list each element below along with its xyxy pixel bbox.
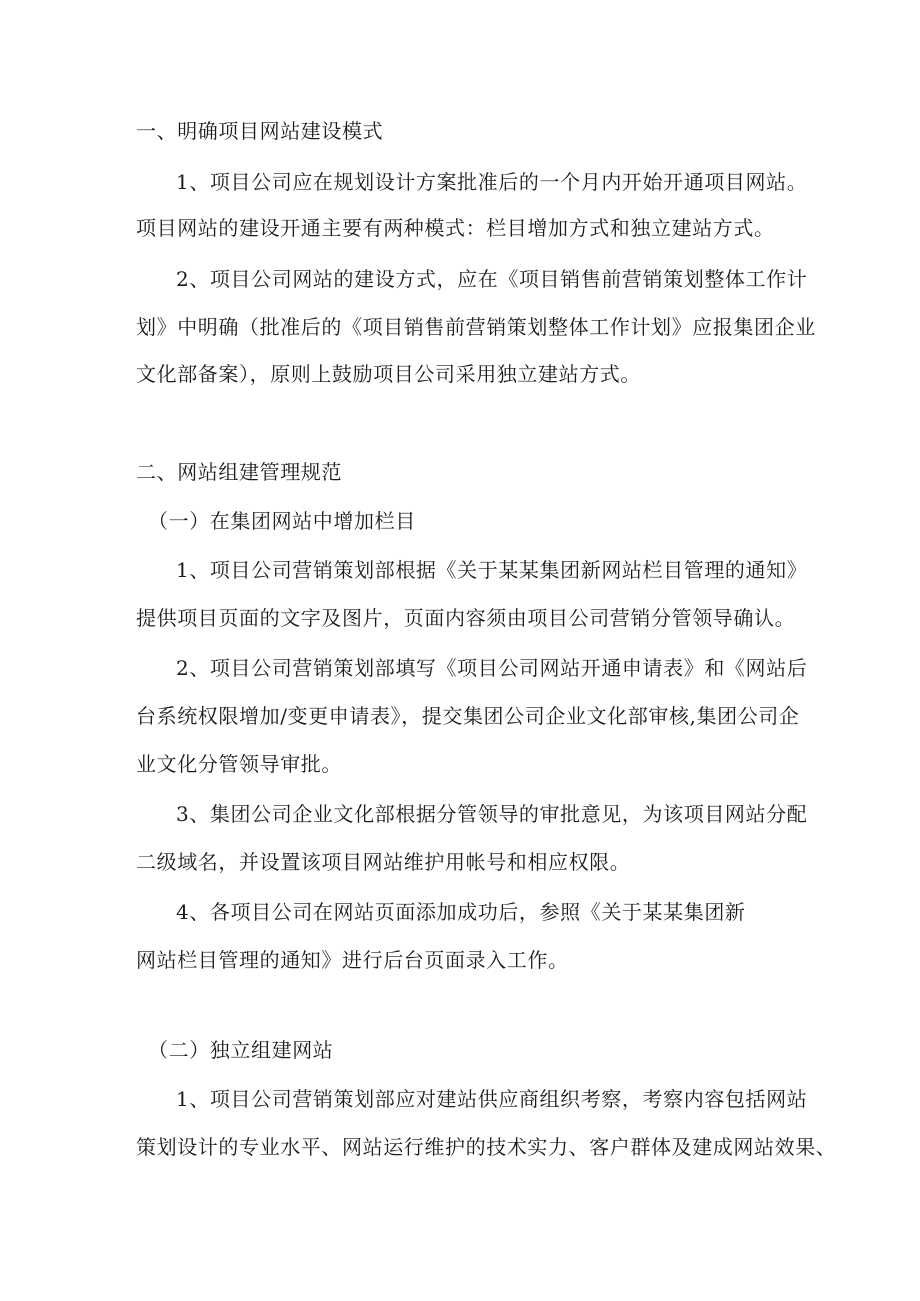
paragraph-line: 提供项目页面的文字及图片，页面内容须由项目公司营销分管领导确认。 — [136, 606, 796, 630]
paragraph-line: 业文化分管领导审批。 — [136, 752, 342, 776]
paragraph-line: 二级域名，并设置该项目网站维护用帐号和相应权限。 — [136, 850, 631, 874]
paragraph-line: 3、集团公司企业文化部根据分管领导的审批意见，为该项目网站分配 — [176, 802, 808, 826]
paragraph-line: 2、项目公司网站的建设方式，应在《项目销售前营销策划整体工作计 — [176, 267, 808, 291]
paragraph-line: 策划设计的专业水平、网站运行维护的技术实力、客户群体及建成网站效果、 — [136, 1135, 837, 1159]
paragraph-line: 划》中明确（批准后的《项目销售前营销策划整体工作计划》应报集团企业 — [136, 315, 816, 339]
subsection-heading: （一）在集团网站中增加栏目 — [148, 509, 416, 533]
paragraph-line: 2、项目公司营销策划部填写《项目公司网站开通申请表》和《网站后 — [176, 656, 808, 680]
paragraph-line: 文化部备案），原则上鼓励项目公司采用独立建站方式。 — [136, 362, 641, 386]
paragraph-line: 网站栏目管理的通知》进行后台页面录入工作。 — [136, 948, 569, 972]
paragraph-line: 1、项目公司应在规划设计方案批准后的一个月内开始开通项目网站。 — [176, 170, 808, 194]
paragraph-line: 1、项目公司营销策划部根据《关于某某集团新网站栏目管理的通知》 — [176, 558, 808, 582]
paragraph-line: 1、项目公司营销策划部应对建站供应商组织考察，考察内容包括网站 — [176, 1087, 808, 1111]
paragraph-line: 4、各项目公司在网站页面添加成功后，参照《关于某某集团新 — [176, 900, 746, 924]
subsection-heading: （二）独立组建网站 — [148, 1038, 334, 1062]
section-heading: 二、网站组建管理规范 — [136, 460, 342, 484]
paragraph-line: 项目网站的建设开通主要有两种模式：栏目增加方式和独立建站方式。 — [136, 216, 775, 240]
paragraph-line: 台系统权限增加/变更申请表》，提交集团公司企业文化部审核,集团公司企 — [136, 704, 800, 728]
section-heading: 一、明确项目网站建设模式 — [136, 119, 384, 143]
